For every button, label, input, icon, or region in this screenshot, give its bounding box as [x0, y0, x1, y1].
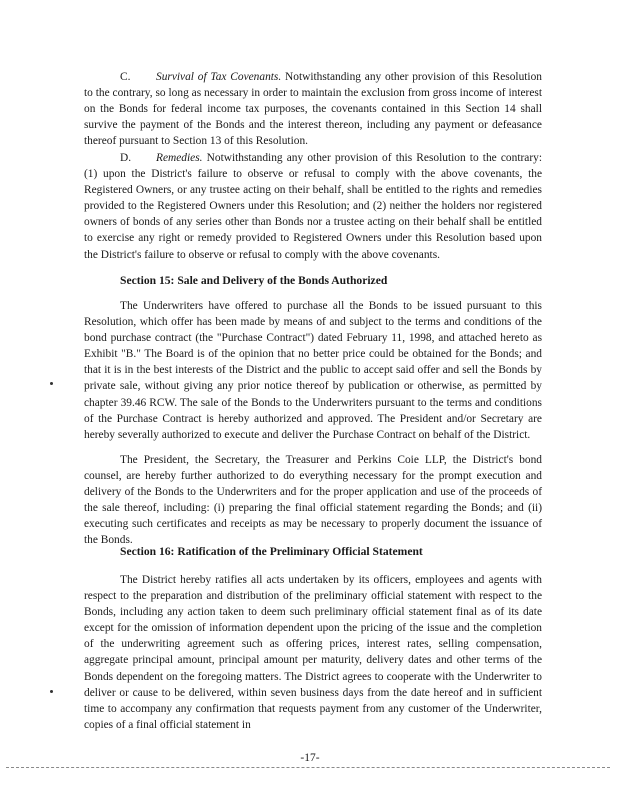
paragraph-text: Notwithstanding any other provision of this Resolution to the contrary: (1) upon the District's failure to observe or refusal to comply with the above covenants, the Registered Owners, or any trustee acting on their behalf, shall be entitled to the rights and remedies provided to the Registered Owners under this Resolution; and (2) neither the holders nor registered owners of bonds of any series other than Bonds nor a trustee acting on their behalf shall be entitled to exercise any right or remedy provided to Registered Owners under this Resolution based upon the District's failure to observe or refusal to comply with the above covenants. — [84, 152, 542, 261]
paragraph-text: Notwithstanding any other provision of this Resolution to the contrary, so long as necessary in order to maintain the exclusion from gross income of interest on the Bonds for federal income tax purposes, the covenants contained in this Section 14 shall survive the payment of the Bonds and the interest thereon, including any payment or defeasance thereof pursuant to Section 13 of this Resolution. — [84, 71, 542, 148]
page-number: -17- — [300, 752, 320, 764]
paragraph-title: Survival of Tax Covenants. — [156, 71, 282, 83]
section-15-heading: Section 15: Sale and Delivery of the Bonds Authorized — [120, 274, 388, 287]
paragraph-label: C. — [120, 71, 131, 83]
margin-dot-mark — [50, 690, 53, 693]
paragraph-text: The Underwriters have offered to purchase all the Bonds to be issued pursuant to this Resolution, which offer has been made by means of and subject to the terms and conditions of the bond purchase contract (the "Purchase Contract") dated February 11, 1998, and attached hereto as Exhibit "B." The Board is of the opinion that no better price could be obtained for the Bonds; and that it is in the best interests of the District and the public to accept said offer and sell the Bonds by private sale, without giving any prior notice thereof by publication or otherwise, as permitted by chapter 39.46 RCW. The sale of the Bonds to the Underwriters pursuant to the terms and conditions of the Purchase Contract is hereby authorized and approved. The President and/or Secretary are hereby severally authorized to execute and deliver the Purchase Contract on behalf of the District. — [84, 300, 542, 441]
section-16-paragraph-1 — [84, 572, 542, 733]
paragraph-text: The President, the Secretary, the Treasurer and Perkins Coie LLP, the District's bond counsel, are hereby further authorized to do everything necessary for the prompt execution and delivery of the Bonds to the Underwriters and for the proper application and use of the proceeds of the sale thereof, including: (i) preparing the final official statement regarding the Bonds; and (ii) executing such certificates and receipts as may be necessary to properly document the issuance of the Bonds. — [84, 454, 542, 547]
section-16-heading: Section 16: Ratification of the Preliminary Official Statement — [120, 545, 423, 558]
section-15-paragraph-2 — [84, 452, 542, 549]
paragraph-title: Remedies. — [156, 152, 203, 164]
section-15-paragraph-1 — [84, 298, 542, 443]
margin-dot-mark — [50, 382, 53, 385]
paragraph-label: D. — [120, 152, 132, 164]
paragraph-d — [84, 150, 542, 263]
footer-rule — [6, 767, 610, 768]
paragraph-text: The District hereby ratifies all acts undertaken by its officers, employees and agents with respect to the preparation and distribution of the preliminary official statement with respect to the Bonds, including any action taken to deem such preliminary official statement final as of its date except for the omission of information dependent upon the pricing of the issue and the completion of the underwriting agreement such as offering prices, interest rates, selling compensation, aggregate principal amount, principal amount per maturity, delivery dates and other terms of the Bonds dependent on the foregoing matters. The District agrees to cooperate with the Underwriter to deliver or cause to be delivered, within seven business days from the date hereof and in sufficient time to accompany any confirmation that requests payment from any customer of the Underwriter, copies of a final official statement in — [84, 574, 542, 731]
paragraph-c — [84, 69, 542, 149]
